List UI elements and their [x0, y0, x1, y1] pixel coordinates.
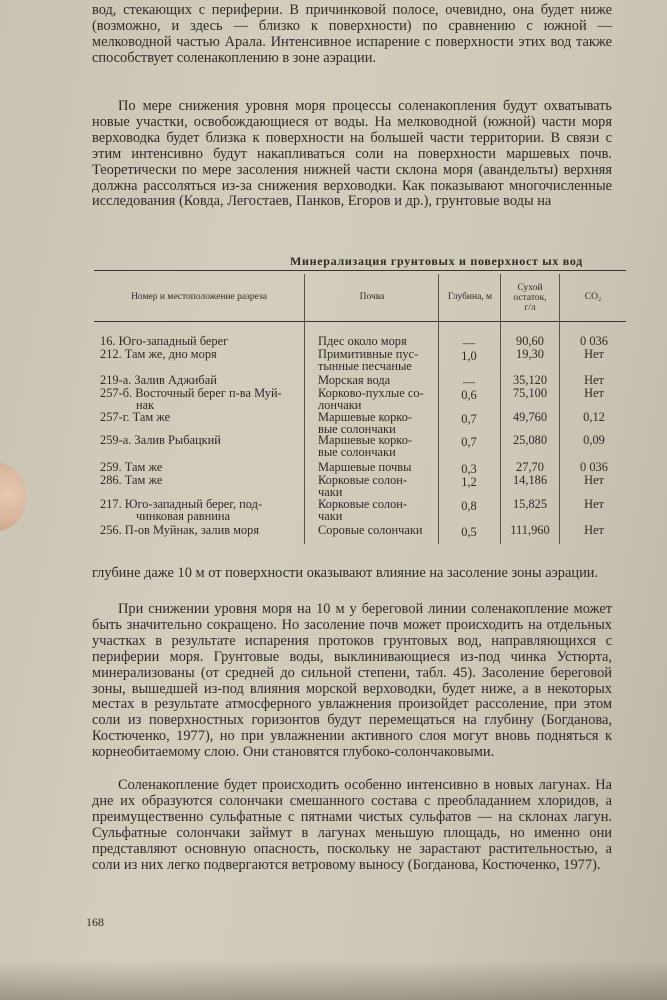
cell-residue: 49,760	[512, 410, 548, 424]
cell-location-cont: чинковая равнина	[136, 509, 230, 524]
cell-co2: Нет	[584, 523, 604, 537]
cell-soil: Соровые солончаки	[318, 523, 423, 537]
cell-location: 259. Там же	[100, 460, 163, 474]
cell-depth: 0,7	[461, 412, 477, 426]
cell-residue: 25,080	[512, 433, 548, 447]
cell-co2: Нет	[584, 347, 604, 361]
cell-location: 257-г. Там же	[100, 410, 171, 424]
cell-location: 286. Там же	[100, 473, 163, 487]
cell-depth: —	[462, 375, 476, 389]
cell-depth: 0,5	[461, 525, 477, 539]
header-residue-line3: г/л	[524, 303, 536, 313]
cell-residue: 14,186	[512, 473, 548, 487]
table-column-divider	[559, 274, 560, 544]
cell-depth: 0,6	[461, 388, 477, 402]
cell-soil-cont: вые солончаки	[318, 445, 396, 460]
table-column-divider	[438, 274, 439, 544]
cell-depth: 0,3	[461, 462, 477, 476]
cell-soil-cont: чаки	[318, 509, 343, 524]
page-shadow	[0, 960, 667, 1000]
cell-location: 257-б. Восточный берег п-ва Муй-	[100, 386, 282, 400]
cell-co2: 0 036	[580, 460, 608, 474]
cell-depth: 0,8	[461, 499, 477, 513]
cell-soil: Корковые солон-	[318, 497, 408, 511]
cell-location: 219-а. Залив Аджибай	[100, 373, 217, 387]
cell-location-cont: нак	[136, 398, 155, 413]
paragraph-3: глубине даже 10 м от поверхности оказывают влияние на засоление зоны аэрации.	[92, 565, 599, 581]
cell-location: 16. Юго-западный берег	[100, 334, 229, 348]
table-top-rule	[94, 270, 626, 271]
cell-co2: Нет	[584, 386, 604, 400]
table-column-divider	[500, 274, 501, 544]
cell-co2: Нет	[584, 473, 604, 487]
cell-location: 259-а. Залив Рыбацкий	[100, 433, 221, 447]
header-number: Номер и местоположение разреза	[131, 292, 267, 302]
cell-residue: 75,100	[512, 386, 548, 400]
cell-soil-cont: лончаки	[318, 398, 362, 413]
cell-soil: Маршевые корко-	[318, 433, 413, 447]
cell-co2: Нет	[584, 497, 604, 511]
table-header-rule	[94, 321, 626, 322]
cell-soil: Морская вода	[318, 373, 391, 387]
cell-depth: 1,0	[461, 349, 477, 363]
paragraph-5: Соленакопление будет происходить особенно интенсивно в новых лагунах. На дне их образуются солончаки смешанного состава с преобладанием хлоридов, а преимущественно сульфатные с пятнами чистых сульфатов — на склонах лагун. Сульфатные солончаки займут в лагунах меньшую площадь, но именно они представляют основную опасность, поскольку не зарастают растительностью, а соли из них легко подвергаются ветровому выносу (Богданова, Костюченко, 1977).	[92, 777, 612, 873]
cell-depth: 0,7	[461, 435, 477, 449]
table-title: Минерализация грунтовых и поверхност ых вод	[290, 254, 583, 268]
cell-soil-cont: тынные песчаные	[318, 359, 412, 374]
cell-location: 212. Там же, дно моря	[100, 347, 217, 361]
paragraph-1: вод, стекающих с периферии. В причинковой полосе, очевидно, она будет ниже (возможно, и здесь — близко к поверхности) по сравнению с южной — мелководной частью Арала. Интенсивное испарение с поверхности этих вод также способствует соленакоплению в зоне аэрации.	[92, 2, 612, 66]
header-co2: CO₂	[584, 292, 602, 302]
cell-co2: 0,09	[583, 433, 605, 447]
header-residue-line2: остаток,	[513, 293, 547, 303]
cell-residue: 90,60	[516, 334, 544, 348]
cell-soil: Пдес около моря	[318, 334, 407, 348]
cell-soil: Маршевые почвы	[318, 460, 412, 474]
paragraph-2: По мере снижения уровня моря процессы соленакопления будут охватывать новые участки, освобождающиеся от воды. На мелководной (южной) части моря верховодка будет близка к поверхности на большей части территории. В связи с этим интенсивно будут накапливаться соли на поверхности маршевых почв. Теоретически по мере засоления нижней части склона моря (авандельты) верхняя должна рассоляться из-за снижения верховодки. Как показывают многочисленные исследования (Ковда, Легостаев, Панков, Егоров и др.), грунтовые воды на	[92, 98, 612, 210]
cell-location: 217. Юго-западный берег, под-	[100, 497, 263, 511]
cell-soil: Корковые солон-	[318, 473, 408, 487]
cell-soil: Корково-пухлые со-	[318, 386, 424, 400]
cell-residue: 19,30	[516, 347, 544, 361]
cell-co2: 0,12	[583, 410, 605, 424]
cell-soil: Маршевые корко-	[318, 410, 413, 424]
paragraph-4: При снижении уровня моря на 10 м у береговой линии соленакопление может быть значительно сокращено. Но засоление почв может происходить на отдельных участках в результате испарения протоков грунтовых вод, направляющихся с периферии моря. Грунтовые воды, выклинивающиеся из-под чинка Устюрта, минерализованы (от средней до сильной степени, табл. 45). Засоление береговой зоны, вышедшей из-под влияния морской верховодки, будет ниже, а в некоторых местах в результате атмосферного увлажнения произойдет рассоление, при этом соли из поверхностных горизонтов будут перемещаться на глубину (Богданова, Костюченко, 1977), но при увлажнении активного слоя могут вновь подняться к корнеобитаемому слою. Они становятся глубоко-солончаковыми.	[92, 601, 612, 761]
cell-residue: 27,70	[516, 460, 544, 474]
cell-co2: Нет	[584, 373, 604, 387]
cell-soil: Примитивные пус-	[318, 347, 419, 361]
cell-location: 256. П-ов Муйнак, залив моря	[100, 523, 260, 537]
header-residue	[502, 283, 558, 313]
cell-co2: 0 036	[580, 334, 608, 348]
header-soil: Почва	[359, 292, 385, 302]
cell-residue: 111,960	[510, 523, 550, 537]
cell-depth: —	[462, 336, 476, 350]
cell-soil-cont: вые солончаки	[318, 422, 396, 437]
header-depth: Глубина, м	[447, 292, 493, 302]
cell-soil-cont: чаки	[318, 485, 343, 500]
header-residue-line1: Сухой	[517, 283, 543, 293]
page-number: 168	[86, 915, 104, 929]
cell-residue: 15,825	[512, 497, 548, 511]
cell-depth: 1,2	[461, 475, 477, 489]
cell-residue: 35,120	[512, 373, 548, 387]
